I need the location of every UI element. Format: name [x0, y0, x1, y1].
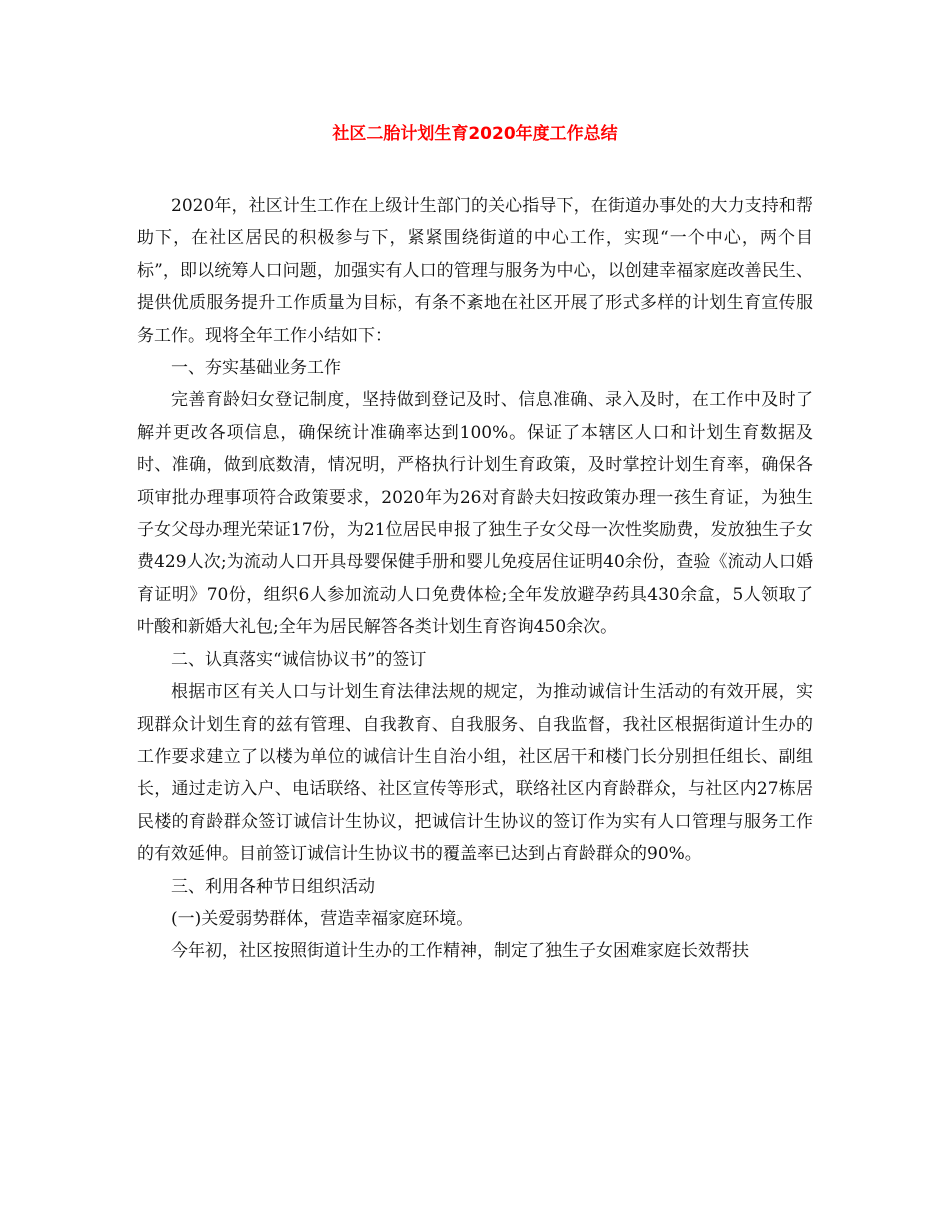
- section-heading-2: 二、认真落实“诚信协议书”的签订: [171, 649, 427, 670]
- document-title: 社区二胎计划生育2020年度工作总结: [332, 124, 618, 144]
- section-heading-1: 一、夯实基础业务工作: [171, 358, 341, 379]
- document-body: [137, 190, 813, 968]
- section-3-paragraph: 今年初，社区按照街道计生办的工作精神，制定了独生子女困难家庭长效帮扶: [171, 941, 749, 962]
- section-1-paragraph: 完善育龄妇女登记制度，坚持做到登记及时、信息准确、录入及时，在工作中及时了解并更改各项信息，确保统计准确率达到100%。保证了本辖区人口和计划生育数据及时、准确，做到底数清，情况明，严格执行计划生育政策，及时掌控计划生育率，确保各项审批办理事项符合政策要求，2020年为26对育龄夫妇按政策办理一孩生育证，为独生子女父母办理光荣证17份，为21位居民申报了独生子女父母一次性奖励费，发放独生子女费429人次;为流动人口开具母婴保健手册和婴儿免疫居住证明40余份，查验《流动人口婚育证明》70份，组织6人参加流动人口免费体检;全年发放避孕药具430余盒，5人领取了叶酸和新婚大礼包;全年为居民解答各类计划生育咨询450余次。: [137, 390, 813, 638]
- intro-paragraph: 2020年，社区计生工作在上级计生部门的关心指导下，在街道办事处的大力支持和帮助下，在社区居民的积极参与下，紧紧围绕街道的中心工作，实现“一个中心，两个目标”，即以统筹人口问题，加强实有人口的管理与服务为中心，以创建幸福家庭改善民生、提供优质服务提升工作质量为目标，有条不紊地在社区开展了形式多样的计划生育宣传服务工作。现将全年工作小结如下：: [137, 196, 813, 346]
- section-heading-3: 三、利用各种节日组织活动: [171, 876, 375, 897]
- subsection-heading-3-1: (一)关爱弱势群体，营造幸福家庭环境。: [171, 908, 474, 929]
- section-2-paragraph: 根据市区有关人口与计划生育法律法规的规定，为推动诚信计生活动的有效开展，实现群众计划生育的兹有管理、自我教育、自我服务、自我监督，我社区根据街道计生办的工作要求建立了以楼为单位的诚信计生自治小组，社区居干和楼门长分别担任组长、副组长，通过走访入户、电话联络、社区宣传等形式，联络社区内育龄群众，与社区内27栋居民楼的育龄群众签订诚信计生协议，把诚信计生协议的签订作为实有人口管理与服务工作的有效延伸。目前签订诚信计生协议书的覆盖率已达到占育龄群众的90%。: [137, 682, 813, 865]
